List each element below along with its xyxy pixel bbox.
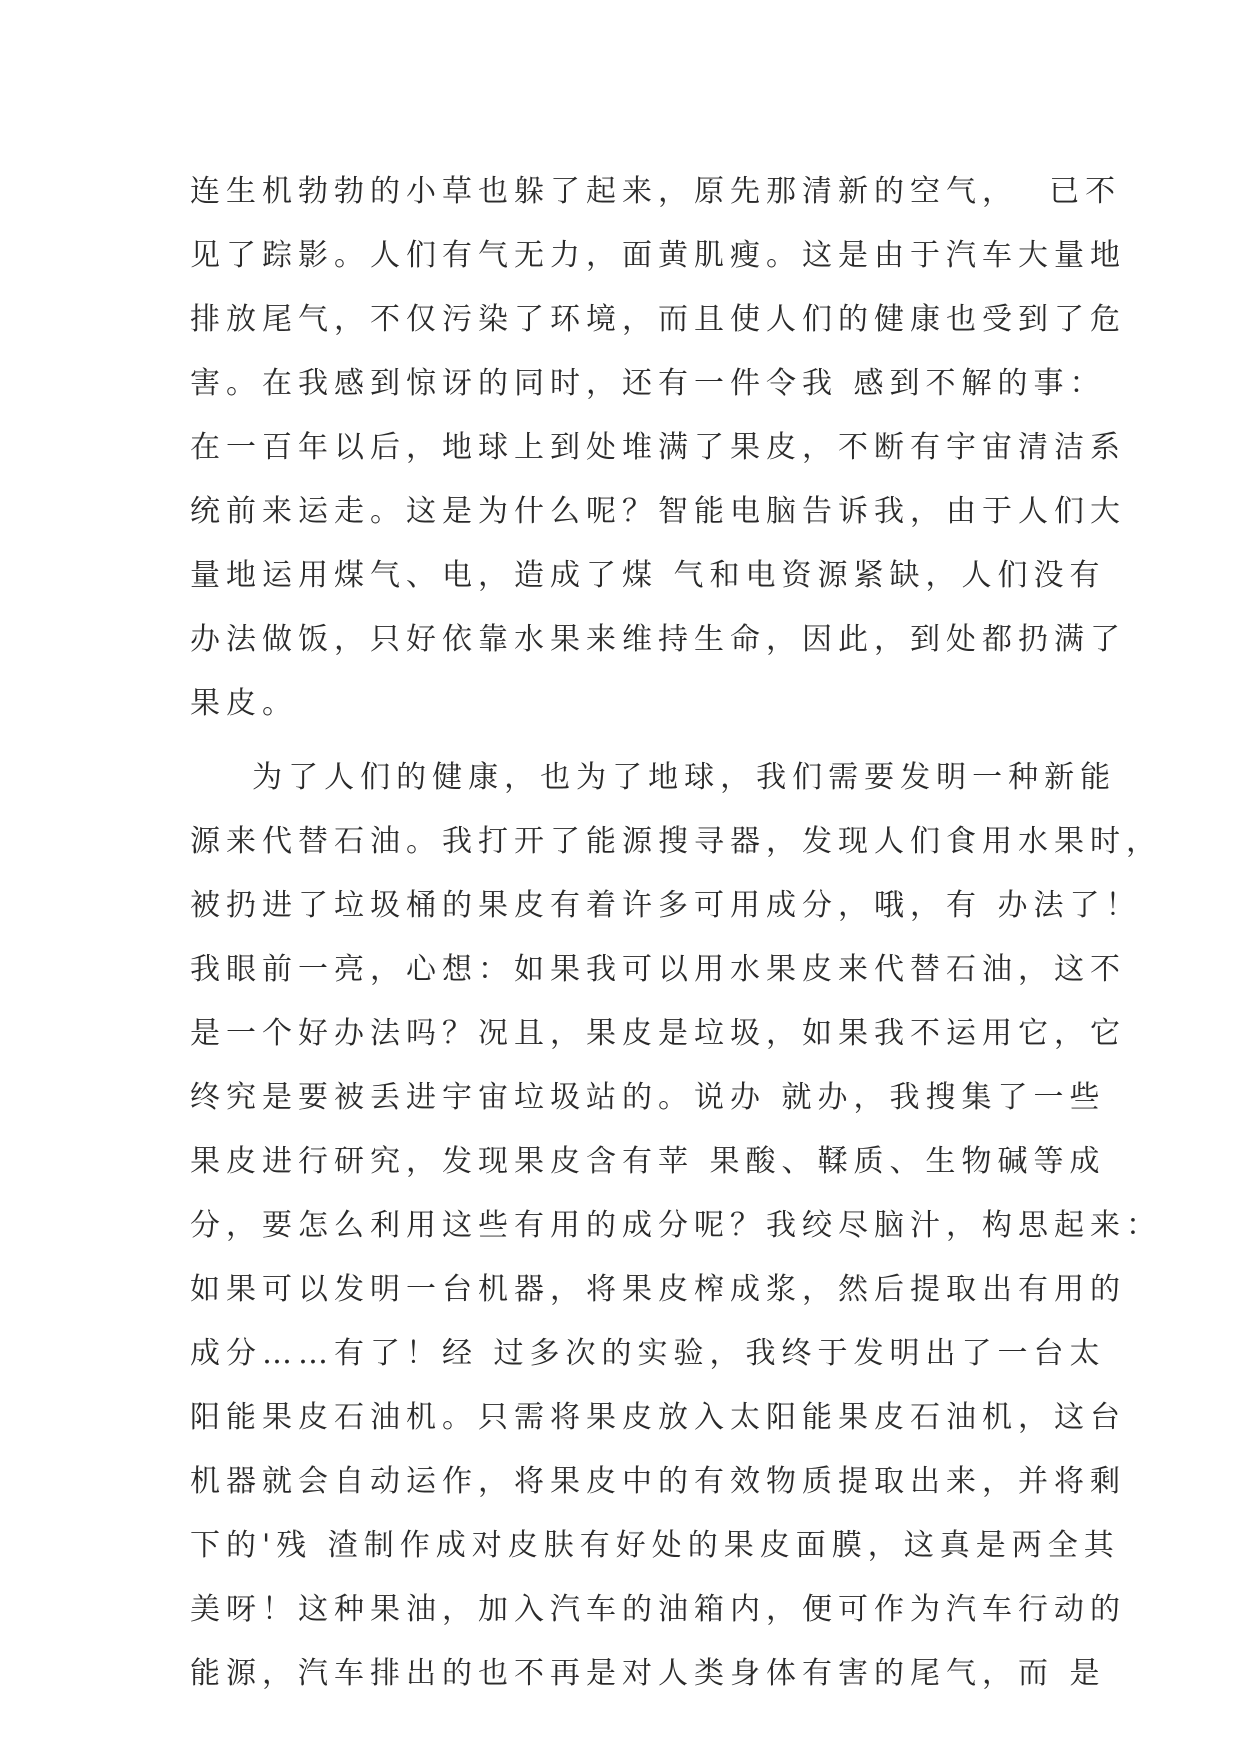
text-line: 分，要怎么利用这些有用的成分呢？我绞尽脑汁，构思起来： <box>190 1208 1162 1243</box>
text-line: 量地运用煤气、电，造成了煤 气和电资源紧缺，人们没有 <box>190 558 1106 593</box>
text-line: 成分……有了！经 过多次的实验，我终于发明出了一台太 <box>190 1336 1106 1371</box>
text-line: 机器就会自动运作，将果皮中的有效物质提取出来，并将剩 <box>190 1464 1126 1499</box>
text-line: 是一个好办法吗？况且，果皮是垃圾，如果我不运用它，它 <box>190 1016 1126 1051</box>
text-line: 见了踪影。人们有气无力，面黄肌瘦。这是由于汽车大量地 <box>190 238 1126 273</box>
text-line: 能源，汽车排出的也不再是对人类身体有害的尾气，而 是 <box>190 1656 1106 1691</box>
paragraph-2 <box>190 746 1162 1706</box>
text-line: 果皮。 <box>190 686 298 721</box>
text-line: 排放尾气，不仅污染了环境，而且使人们的健康也受到了危 <box>190 302 1126 337</box>
text-line: 在一百年以后，地球上到处堆满了果皮，不断有宇宙清洁系 <box>190 430 1126 465</box>
text-line: 连生机勃勃的小草也躲了起来，原先那清新的空气， 已不 <box>190 174 1122 209</box>
paragraph-1 <box>190 160 1126 736</box>
text-line: 果皮进行研究，发现果皮含有苹 果酸、鞣质、生物碱等成 <box>190 1144 1106 1179</box>
text-line: 源来代替石油。我打开了能源搜寻器，发现人们食用水果时， <box>190 824 1162 859</box>
text-line: 下的'残 渣制作成对皮肤有好处的果皮面膜，这真是两全其 <box>190 1528 1120 1563</box>
text-line: 阳能果皮石油机。只需将果皮放入太阳能果皮石油机，这台 <box>190 1400 1126 1435</box>
body-text <box>190 160 1162 1706</box>
text-line: 终究是要被丢进宇宙垃圾站的。说办 就办，我搜集了一些 <box>190 1080 1106 1115</box>
text-line: 统前来运走。这是为什么呢？智能电脑告诉我，由于人们大 <box>190 494 1126 529</box>
text-line: 我眼前一亮，心想：如果我可以用水果皮来代替石油，这不 <box>190 952 1126 987</box>
text-line: 如果可以发明一台机器，将果皮榨成浆，然后提取出有用的 <box>190 1272 1126 1307</box>
text-line: 为了人们的健康，也为了地球，我们需要发明一种新能 <box>190 760 1117 795</box>
text-line: 害。在我感到惊讶的同时，还有一件令我 感到不解的事： <box>190 366 1106 401</box>
text-line: 美呀！这种果油，加入汽车的油箱内，便可作为汽车行动的 <box>190 1592 1126 1627</box>
text-line: 被扔进了垃圾桶的果皮有着许多可用成分，哦，有 办法了！ <box>190 888 1142 923</box>
paragraph-gap <box>190 736 1060 746</box>
text-line: 办法做饭，只好依靠水果来维持生命，因此，到处都扔满了 <box>190 622 1126 657</box>
